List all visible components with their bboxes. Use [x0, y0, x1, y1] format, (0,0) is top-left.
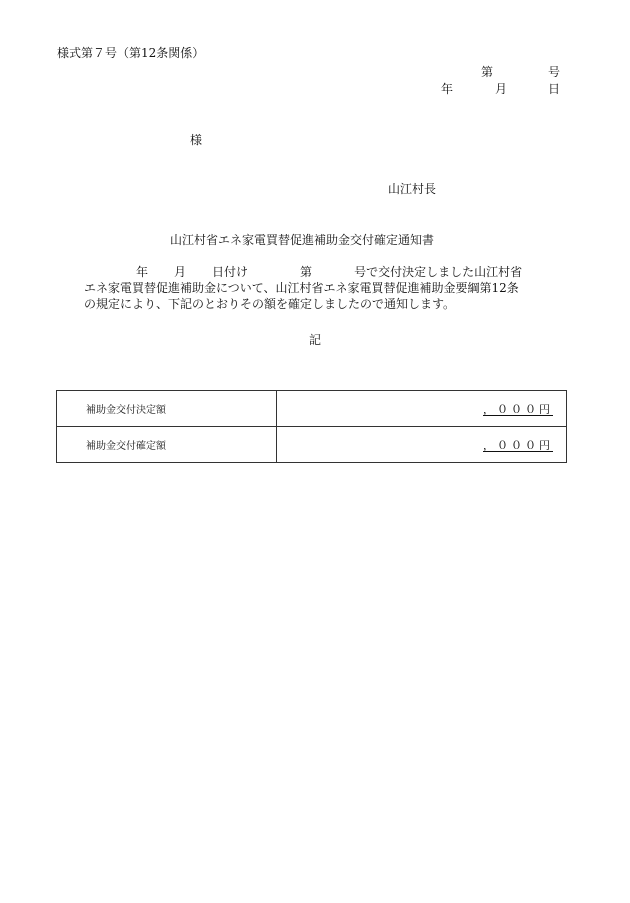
- body-paragraph: [84, 264, 580, 312]
- body-year-label: 年: [136, 265, 149, 279]
- confirmed-amount-value: ，０００円: [483, 438, 553, 452]
- form-number: 様式第７号（第12条関係）: [57, 46, 205, 60]
- body-line-1: [84, 264, 580, 280]
- body-number-prefix: 第: [300, 265, 313, 279]
- document-number-suffix: 号: [548, 65, 561, 79]
- document-title: 山江村省エネ家電買替促進補助金交付確定通知書: [170, 233, 435, 247]
- body-line-2: エネ家電買替促進補助金について、山江村省エネ家電買替促進補助金要綱第12条: [84, 281, 519, 295]
- body-month-label: 月: [174, 265, 187, 279]
- issuer-name: 山江村長: [388, 182, 437, 196]
- document-number-prefix: 第: [481, 65, 494, 79]
- recipient-honorific: 様: [190, 133, 203, 147]
- table-row-label: 補助金交付確定額: [57, 427, 277, 463]
- date-year-label: 年: [441, 82, 454, 96]
- table-row-label: 補助金交付決定額: [57, 391, 277, 427]
- date-month-label: 月: [495, 82, 508, 96]
- table-row-value-cell: [277, 427, 567, 463]
- table-row: [57, 427, 567, 463]
- date-day-label: 日: [548, 82, 561, 96]
- decided-amount-value: ，０００円: [483, 402, 553, 416]
- body-line-3: の規定により、下記のとおりその額を確定しましたので通知します。: [84, 297, 456, 311]
- table-row: [57, 391, 567, 427]
- body-line-1-rest: 号で交付決定しました山江村省: [354, 265, 523, 279]
- ki-heading: 記: [309, 333, 322, 347]
- amount-table: [56, 390, 567, 463]
- body-day-label: 日付け: [212, 265, 249, 279]
- table-row-value-cell: [277, 391, 567, 427]
